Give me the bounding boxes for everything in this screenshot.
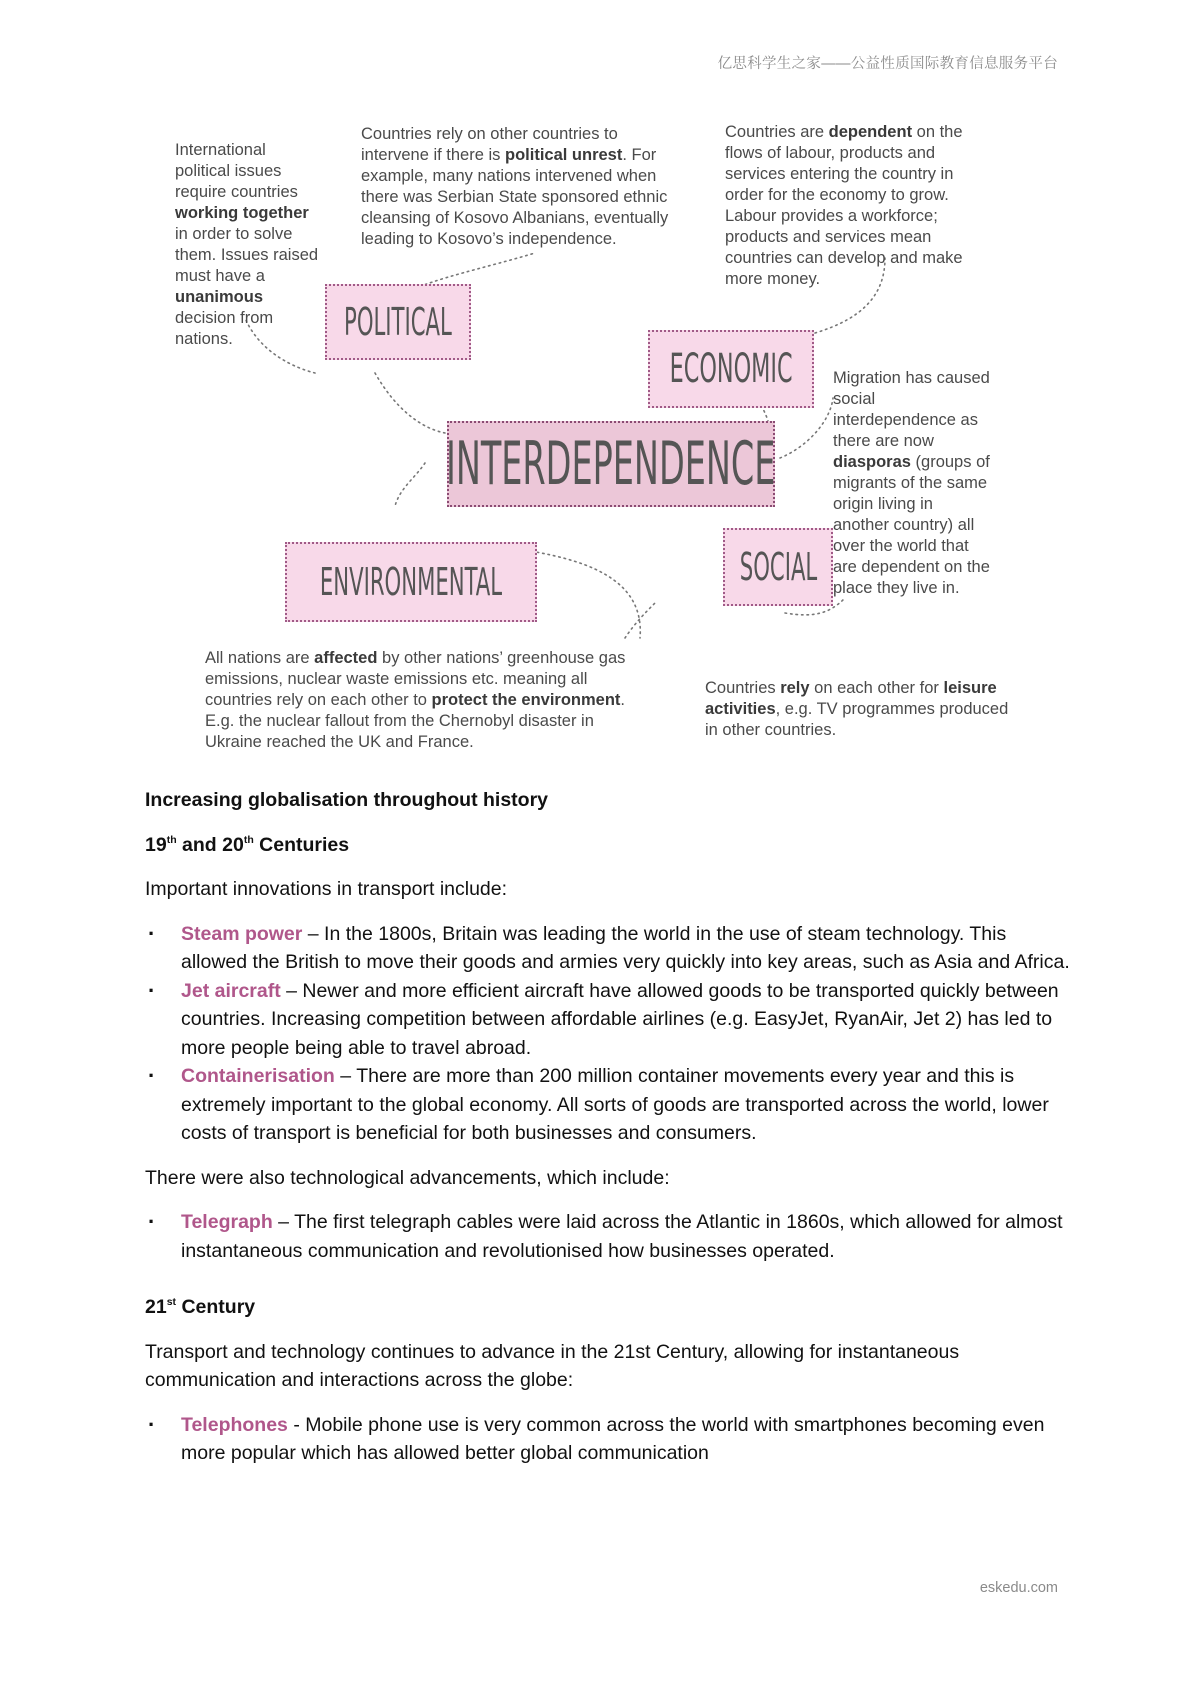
political-note-left [175,140,323,350]
economic-tag [648,330,814,408]
note-text: Countries rely on other countries to intervene if there is [361,125,618,164]
list-item [145,920,1075,977]
heading-19-20-centuries [145,831,1075,860]
list-item-keyword: Jet aircraft [181,979,281,1002]
note-bold-text: political unrest [505,146,623,164]
list-item-keyword: Telephones [181,1413,288,1436]
c21-list [145,1411,1075,1468]
heading-century: Century [176,1296,256,1318]
tech-intro: There were also technological advancements, which include: [145,1166,670,1189]
note-bold-text: leisure activities [705,679,997,718]
heading-20-sup: th [243,833,254,846]
list-item [145,1208,1075,1265]
note-text: International political issues require countries [175,141,298,201]
heading-21: 21 [145,1296,167,1318]
environmental-tag-label: ENVIRONMENTAL [319,560,503,604]
note-text: on each other for [809,679,944,697]
note-bold-text: rely [780,679,810,697]
note-bold-text: affected [314,649,378,667]
note-text: Countries are [725,123,829,141]
note-text: decision from nations. [175,309,274,348]
social-tag [723,528,833,606]
note-text: . E.g. the nuclear fallout from the Chernobyl disaster in Ukraine reached the UK and France. [205,691,625,751]
list-item-keyword: Telegraph [181,1211,273,1233]
document-body [145,786,1075,1468]
list-item-keyword: Containerisation [181,1065,335,1087]
note-bold-text: dependent [828,123,913,141]
environmental-tag [285,542,537,622]
heading-21-sup: st [166,1296,177,1308]
page-footer: eskedu.com [979,1580,1058,1596]
social-tag-label: SOCIAL [739,545,817,589]
environmental-note [205,648,635,753]
interdependence-tag-label: INTERDEPENDENCE [446,429,776,499]
political-note-top [361,124,683,250]
note-text: , e.g. TV programmes produced in other countries. [705,700,1009,739]
heading-19-sup: th [166,833,177,846]
social-leisure-note [705,678,1023,741]
note-text: Countries [705,679,781,697]
tech-list [145,1208,1075,1265]
political-tag-label: POLITICAL [344,300,452,344]
note-bold-text: working together [175,204,309,222]
interdependence-tag [447,421,775,507]
list-item-text: – In the 1800s, Britain was leading the world in the use of steam technology. This allowed the British to move their goods and armies very quickly into key areas, such as Asia and Africa. [181,922,1070,973]
heading-centuries: Centuries [253,833,350,856]
list-item [145,977,1075,1063]
transport-list [145,920,1075,1148]
list-item-keyword: Steam power [181,922,303,945]
main-heading: Increasing globalisation throughout history [145,789,549,811]
note-text: (groups of migrants of the same origin living in another country) all over the world that are dependent on the place they live in. [833,453,990,597]
note-text: All nations are [205,649,315,667]
list-item-text: – There are more than 200 million container movements every year and this is extremely important to the global economy. All sorts of goods are transported across the world, lower costs of transport is beneficial for both businesses and consumers. [181,1065,1049,1144]
note-bold-text: protect the environment [431,691,621,709]
economic-note [725,122,975,290]
note-text: on the flows of labour, products and services entering the country in order for the economy to grow. Labour provides a workforce; products and services mean countries can develop and make more money. [725,123,963,288]
note-text: Migration has caused social interdependence as there are now [833,369,990,450]
heading-and-20: and 20 [176,833,244,856]
economic-tag-label: ECONOMIC [669,346,793,392]
list-item-text: – The first telegraph cables were laid across the Atlantic in 1860s, which allowed for almost instantaneous communication and revolutionised how businesses operated. [181,1211,1063,1262]
political-tag [325,284,471,360]
note-text: in order to solve them. Issues raised must have a [175,225,319,285]
note-bold-text: unanimous [175,288,264,306]
interdependence-mindmap [165,118,1045,768]
c21-intro: Transport and technology continues to advance in the 21st Century, allowing for instantaneous communication and interactions across the globe: [145,1340,960,1391]
transport-intro: Important innovations in transport include: [145,878,508,900]
note-text: by other nations’ greenhouse gas emissions, nuclear waste emissions etc. meaning all countries rely on each other to [205,649,626,709]
heading-21st-century [145,1293,1075,1322]
social-migration-note [833,368,993,599]
list-item [145,1062,1075,1148]
list-item [145,1411,1075,1468]
note-bold-text: diasporas [833,453,911,471]
list-item-text: - Mobile phone use is very common across the world with smartphones becoming even more popular which has allowed better global communication [181,1413,1045,1464]
note-text: . For example, many nations intervened when there was Serbian State sponsored ethnic cleansing of Kosovo Albanians, eventually leading to Kosovo’s independence. [361,146,669,248]
heading-19: 19 [145,833,167,856]
list-item-text: – Newer and more efficient aircraft have allowed goods to be transported quickly between countries. Increasing competition between affordable airlines (e.g. EasyJet, RyanAir, Jet 2) has led to more people being able to travel abroad. [181,979,1059,1059]
page-header: 亿思科学生之家——公益性质国际教育信息服务平台 [717,56,1058,72]
